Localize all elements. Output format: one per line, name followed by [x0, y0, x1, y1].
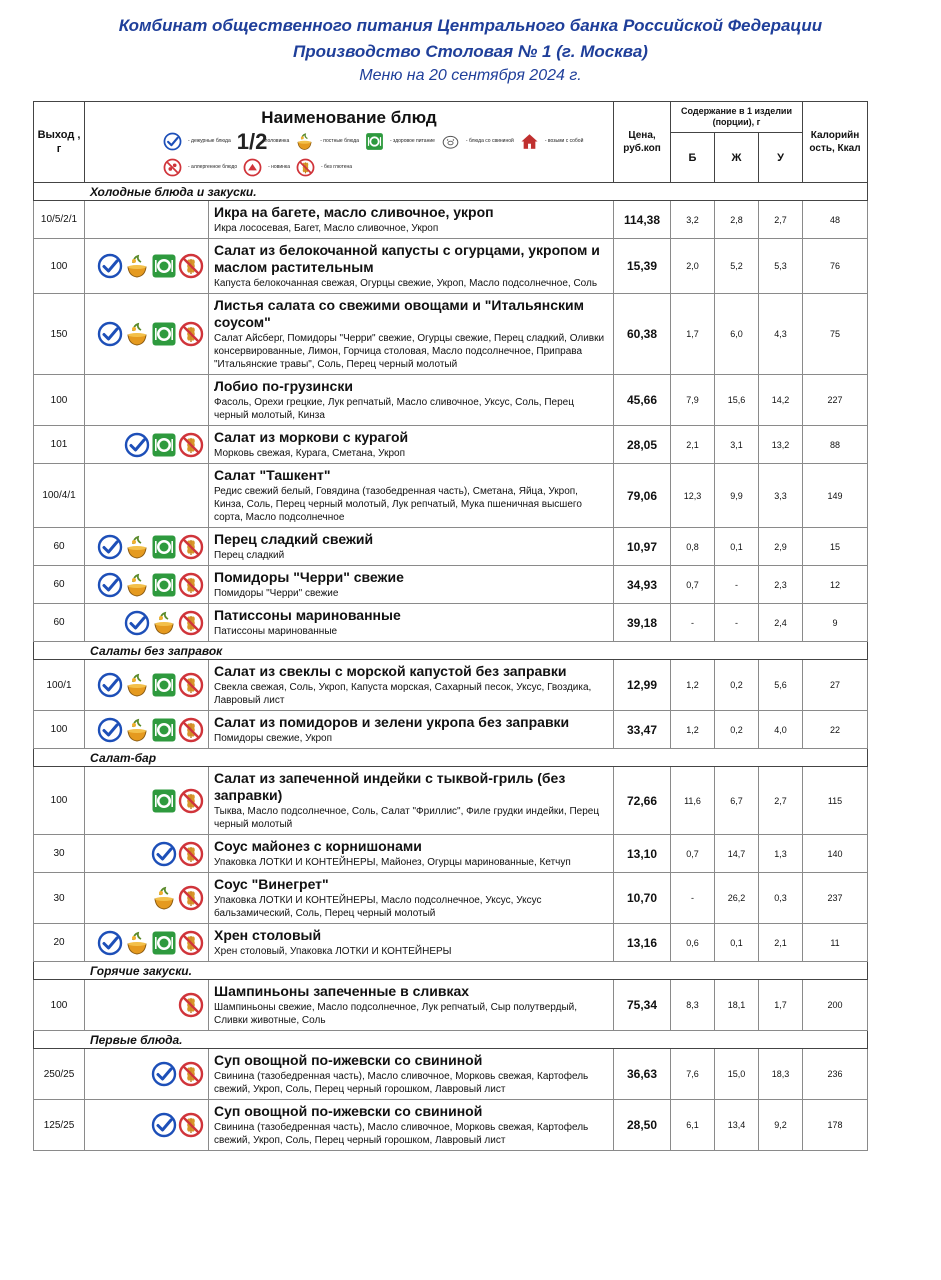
check-icon	[124, 610, 150, 636]
icon-legend	[163, 130, 583, 182]
dish-icons	[85, 980, 209, 1031]
dish-row	[34, 711, 868, 749]
dish-fat: 26,2	[715, 873, 759, 924]
plate-icon	[151, 930, 177, 956]
dish-protein: 3,2	[671, 201, 715, 239]
plate-icon	[151, 253, 177, 279]
gluten-free-icon	[178, 930, 204, 956]
dish-name: Патиссоны маринованные	[214, 607, 401, 623]
check-icon	[163, 132, 182, 151]
carbs-header: У	[759, 133, 803, 183]
dish-carbs: 5,3	[759, 239, 803, 294]
dish-ingredients: Тыква, Масло подсолнечное, Соль, Салат "Фриллис", Филе грудки индейки, Перец черный молотый	[214, 806, 600, 830]
dish-carbs: 4,3	[759, 294, 803, 375]
legend-label: - блюда со свининой	[465, 138, 514, 144]
dish-row	[34, 201, 868, 239]
dish-kcal: 9	[803, 604, 868, 642]
dish-price: 72,66	[614, 767, 671, 835]
dish-carbs: 2,7	[759, 201, 803, 239]
dish-ingredients: Помидоры "Черри" свежие	[214, 588, 339, 599]
dish-price: 79,06	[614, 464, 671, 528]
dish-name-cell	[209, 1049, 614, 1100]
category-title: Горячие закуски.	[34, 962, 868, 980]
output-header: Выход , г	[34, 102, 85, 183]
dish-row	[34, 239, 868, 294]
dish-icons	[85, 239, 209, 294]
dish-icons	[85, 660, 209, 711]
pot-icon	[151, 885, 177, 911]
dish-fat: 13,4	[715, 1100, 759, 1151]
dish-fat: 5,2	[715, 239, 759, 294]
dish-protein: 7,9	[671, 375, 715, 426]
dish-ingredients: Редис свежий белый, Говядина (тазобедренная часть), Сметана, Яйца, Укроп, Кинза, Соль, Перец черный молотый, Лук репчатый, Мука пшеничная высшего сорта, Масло подсолнечное	[214, 486, 582, 523]
category-row	[34, 962, 868, 980]
dish-icons	[85, 711, 209, 749]
dish-name-cell	[209, 711, 614, 749]
dish-ingredients: Упаковка ЛОТКИ И КОНТЕЙНЕРЫ, Майонез, Огурцы маринованные, Кетчуп	[214, 857, 571, 868]
gluten-free-icon	[178, 253, 204, 279]
plate-icon	[151, 717, 177, 743]
category-title: Салаты без заправок	[34, 642, 868, 660]
dish-carbs: 2,3	[759, 566, 803, 604]
gluten-free-icon	[178, 841, 204, 867]
dish-ingredients: Фасоль, Орехи грецкие, Лук репчатый, Масло сливочное, Уксус, Соль, Перец черный молотый, Кинза	[214, 397, 574, 421]
gluten-free-icon	[178, 992, 204, 1018]
dish-output: 100	[34, 375, 85, 426]
header-line-1: Комбинат общественного питания Центрального банка Российской Федерации	[118, 16, 823, 35]
dish-ingredients: Капуста белокочанная свежая, Огурцы свежие, Укроп, Масло подсолнечное, Соль	[214, 278, 598, 289]
legend-label: - возьми с собой	[544, 138, 584, 144]
dish-name: Салат из моркови с курагой	[214, 429, 409, 445]
check-icon	[151, 1061, 177, 1087]
dish-price: 10,70	[614, 873, 671, 924]
dish-icons	[85, 294, 209, 375]
plate-icon	[151, 534, 177, 560]
pot-icon	[151, 610, 177, 636]
dish-icons	[85, 464, 209, 528]
dish-name: Листья салата со свежими овощами и "Итальянским соусом"	[214, 297, 584, 330]
dish-name: Икра на багете, масло сливочное, укроп	[214, 204, 494, 220]
dish-name: Салат из свеклы с морской капустой без заправки	[214, 663, 567, 679]
dish-kcal: 12	[803, 566, 868, 604]
dish-fat: 15,6	[715, 375, 759, 426]
gluten-free-icon	[178, 572, 204, 598]
gluten-free-icon	[178, 1112, 204, 1138]
dish-price: 15,39	[614, 239, 671, 294]
check-icon	[97, 672, 123, 698]
dish-kcal: 48	[803, 201, 868, 239]
dish-ingredients: Патиссоны маринованные	[214, 626, 338, 637]
new-icon	[243, 158, 262, 177]
dish-price: 45,66	[614, 375, 671, 426]
dish-ingredients: Упаковка ЛОТКИ И КОНТЕЙНЕРЫ, Масло подсолнечное, Уксус, Уксус бальзамический, Соль, Перец черный молотый	[214, 895, 542, 919]
dish-kcal: 236	[803, 1049, 868, 1100]
dish-row	[34, 767, 868, 835]
price-header: Цена, руб.коп	[614, 102, 671, 183]
dish-row	[34, 294, 868, 375]
dish-protein: 2,0	[671, 239, 715, 294]
fat-header: Ж	[715, 133, 759, 183]
dish-protein: 1,2	[671, 711, 715, 749]
dish-output: 30	[34, 873, 85, 924]
dish-ingredients: Морковь свежая, Курага, Сметана, Укроп	[214, 448, 405, 459]
legend-label: - новинка	[268, 164, 290, 170]
pot-icon	[124, 253, 150, 279]
dish-fat: -	[715, 604, 759, 642]
dish-protein: -	[671, 604, 715, 642]
dish-protein: 11,6	[671, 767, 715, 835]
dish-row	[34, 924, 868, 962]
dish-icons	[85, 1100, 209, 1151]
dish-fat: 3,1	[715, 426, 759, 464]
check-icon	[97, 321, 123, 347]
dish-carbs: 2,9	[759, 528, 803, 566]
dish-row	[34, 604, 868, 642]
dish-name-cell	[209, 873, 614, 924]
menu-table	[33, 101, 868, 1151]
dish-protein: 0,7	[671, 835, 715, 873]
dish-price: 13,10	[614, 835, 671, 873]
dish-fat: 6,0	[715, 294, 759, 375]
dish-name: Соус майонез с корнишонами	[214, 838, 422, 854]
dish-fat: 0,1	[715, 528, 759, 566]
dish-kcal: 200	[803, 980, 868, 1031]
category-title: Первые блюда.	[34, 1031, 868, 1049]
dish-carbs: 1,3	[759, 835, 803, 873]
dish-name: Помидоры "Черри" свежие	[214, 569, 404, 585]
dish-carbs: 4,0	[759, 711, 803, 749]
dish-protein: 8,3	[671, 980, 715, 1031]
check-icon	[97, 534, 123, 560]
plate-icon	[151, 432, 177, 458]
dish-output: 100/4/1	[34, 464, 85, 528]
dish-output: 60	[34, 604, 85, 642]
dish-row	[34, 980, 868, 1031]
dish-name-cell	[209, 767, 614, 835]
dish-name-cell	[209, 835, 614, 873]
dish-price: 33,47	[614, 711, 671, 749]
category-row	[34, 642, 868, 660]
dish-ingredients: Свинина (тазобедренная часть), Масло сливочное, Морковь свежая, Картофель свежий, Укроп, Соль, Перец черный горошком, Лавровый лист	[214, 1071, 589, 1095]
dish-row	[34, 873, 868, 924]
check-icon	[97, 253, 123, 279]
dish-icons	[85, 566, 209, 604]
legend-label: - постные блюда	[320, 138, 359, 144]
dish-name: Суп овощной по-ижевски со свининой	[214, 1103, 483, 1119]
dish-icons	[85, 375, 209, 426]
content-header: Содержание в 1 изделии (порции), г	[671, 102, 803, 133]
legend-label: - дежурные блюда	[188, 138, 231, 144]
dish-output: 20	[34, 924, 85, 962]
dish-kcal: 88	[803, 426, 868, 464]
dish-output: 250/25	[34, 1049, 85, 1100]
dish-name: Соус "Винегрет"	[214, 876, 329, 892]
gluten-free-icon	[178, 610, 204, 636]
dish-fat: -	[715, 566, 759, 604]
gluten-free-icon	[178, 534, 204, 560]
dish-name-cell	[209, 239, 614, 294]
dish-name: Салат из белокочанной капусты с огурцами, укропом и маслом растительным	[214, 242, 600, 275]
check-icon	[151, 1112, 177, 1138]
dish-protein: 0,7	[671, 566, 715, 604]
dish-icons	[85, 924, 209, 962]
pot-icon	[124, 572, 150, 598]
dish-protein: 0,6	[671, 924, 715, 962]
dish-row	[34, 375, 868, 426]
dish-row	[34, 566, 868, 604]
dish-icons	[85, 767, 209, 835]
dish-name-cell	[209, 426, 614, 464]
house-icon	[520, 132, 539, 151]
protein-header: Б	[671, 133, 715, 183]
dish-kcal: 237	[803, 873, 868, 924]
check-icon	[124, 432, 150, 458]
check-icon	[97, 572, 123, 598]
plate-icon	[365, 132, 384, 151]
dish-fat: 0,2	[715, 660, 759, 711]
dish-price: 10,97	[614, 528, 671, 566]
dish-kcal: 76	[803, 239, 868, 294]
dish-ingredients: Перец сладкий	[214, 550, 285, 561]
dish-kcal: 178	[803, 1100, 868, 1151]
dish-ingredients: Икра лососевая, Багет, Масло сливочное, Укроп	[214, 223, 439, 234]
dish-name-cell	[209, 980, 614, 1031]
name-header	[85, 102, 614, 183]
dish-name: Шампиньоны запеченные в сливках	[214, 983, 470, 999]
dish-carbs: 9,2	[759, 1100, 803, 1151]
dish-row	[34, 426, 868, 464]
dish-protein: 2,1	[671, 426, 715, 464]
gluten-free-icon	[178, 672, 204, 698]
dish-protein: 1,2	[671, 660, 715, 711]
dish-price: 36,63	[614, 1049, 671, 1100]
dish-price: 60,38	[614, 294, 671, 375]
dish-ingredients: Хрен столовый, Упаковка ЛОТКИ И КОНТЕЙНЕРЫ	[214, 946, 452, 957]
dish-kcal: 22	[803, 711, 868, 749]
dish-ingredients: Помидоры свежие, Укроп	[214, 733, 332, 744]
dish-output: 60	[34, 566, 85, 604]
pot-icon	[124, 321, 150, 347]
dish-kcal: 11	[803, 924, 868, 962]
dish-carbs: 0,3	[759, 873, 803, 924]
dish-ingredients: Свинина (тазобедренная часть), Масло сливочное, Морковь свежая, Картофель свежий, Укроп, Соль, Перец черный горошком, Лавровый лист	[214, 1122, 589, 1146]
legend-row	[163, 156, 583, 178]
dish-price: 28,50	[614, 1100, 671, 1151]
dish-name-cell	[209, 660, 614, 711]
dish-price: 114,38	[614, 201, 671, 239]
legend-label: - без глютена	[321, 164, 353, 170]
dish-carbs: 18,3	[759, 1049, 803, 1100]
dish-protein: 0,8	[671, 528, 715, 566]
menu-date: Меню на 20 сентября 2024 г.	[359, 67, 582, 84]
dish-name: Салат из помидоров и зелени укропа без заправки	[214, 714, 570, 730]
dish-output: 101	[34, 426, 85, 464]
gluten-free-icon	[178, 788, 204, 814]
dish-row	[34, 464, 868, 528]
dish-icons	[85, 528, 209, 566]
dish-name-cell	[209, 604, 614, 642]
legend-label: - половинка	[261, 138, 290, 144]
dish-carbs: 2,1	[759, 924, 803, 962]
dish-name-cell	[209, 201, 614, 239]
category-row	[34, 749, 868, 767]
pig-icon	[441, 132, 460, 151]
dish-row	[34, 1049, 868, 1100]
dish-icons	[85, 426, 209, 464]
dish-ingredients: Салат Айсберг, Помидоры "Черри" свежие, Огурцы свежие, Перец сладкий, Оливки консервированные, Лимон, Горчица столовая, Масло подсолнечное, Приправа "Итальянские травы", Соль, Перец черный молотый	[214, 333, 605, 370]
dish-output: 150	[34, 294, 85, 375]
legend-label: - здоровое питание	[390, 138, 435, 144]
dish-fat: 18,1	[715, 980, 759, 1031]
dish-kcal: 227	[803, 375, 868, 426]
dish-name-cell	[209, 294, 614, 375]
dish-carbs: 13,2	[759, 426, 803, 464]
dish-name-cell	[209, 528, 614, 566]
dish-name-cell	[209, 566, 614, 604]
gluten-free-icon	[296, 158, 315, 177]
dish-kcal: 149	[803, 464, 868, 528]
check-icon	[97, 930, 123, 956]
dish-row	[34, 528, 868, 566]
dish-output: 10/5/2/1	[34, 201, 85, 239]
dish-icons	[85, 1049, 209, 1100]
dish-carbs: 1,7	[759, 980, 803, 1031]
dish-icons	[85, 604, 209, 642]
dish-kcal: 140	[803, 835, 868, 873]
gluten-free-icon	[178, 1061, 204, 1087]
dish-price: 34,93	[614, 566, 671, 604]
dish-carbs: 3,3	[759, 464, 803, 528]
gluten-free-icon	[178, 321, 204, 347]
category-row	[34, 1031, 868, 1049]
pot-icon	[295, 132, 314, 151]
dish-fat: 9,9	[715, 464, 759, 528]
category-title: Салат-бар	[34, 749, 868, 767]
dish-carbs: 2,4	[759, 604, 803, 642]
legend-row	[163, 130, 583, 152]
dish-name: Суп овощной по-ижевски со свининой	[214, 1052, 483, 1068]
dish-output: 100/1	[34, 660, 85, 711]
dish-fat: 0,2	[715, 711, 759, 749]
category-row	[34, 183, 868, 201]
plate-icon	[151, 572, 177, 598]
dish-output: 100	[34, 980, 85, 1031]
gluten-free-icon	[178, 717, 204, 743]
dish-carbs: 14,2	[759, 375, 803, 426]
dish-name-cell	[209, 375, 614, 426]
dish-fat: 0,1	[715, 924, 759, 962]
dish-icons	[85, 201, 209, 239]
table-header-row	[34, 102, 868, 133]
dish-name: Хрен столовый	[214, 927, 322, 943]
dish-icons	[85, 873, 209, 924]
name-header-title: Наименование блюд	[261, 108, 437, 127]
dish-row	[34, 835, 868, 873]
dish-output: 30	[34, 835, 85, 873]
dish-row	[34, 660, 868, 711]
dish-output: 100	[34, 711, 85, 749]
dish-output: 100	[34, 767, 85, 835]
dish-price: 28,05	[614, 426, 671, 464]
dish-fat: 6,7	[715, 767, 759, 835]
dish-protein: 7,6	[671, 1049, 715, 1100]
plate-icon	[151, 321, 177, 347]
pot-icon	[124, 930, 150, 956]
dish-ingredients: Шампиньоны свежие, Масло подсолнечное, Лук репчатый, Сыр полутвердый, Сливки животные, Соль	[214, 1002, 577, 1026]
legend-label: - аллергенное блюдо	[188, 164, 238, 170]
dish-kcal: 75	[803, 294, 868, 375]
dish-carbs: 2,7	[759, 767, 803, 835]
category-title: Холодные блюда и закуски.	[34, 183, 868, 201]
dish-protein: 6,1	[671, 1100, 715, 1151]
dish-price: 75,34	[614, 980, 671, 1031]
dish-price: 39,18	[614, 604, 671, 642]
dish-protein: 1,7	[671, 294, 715, 375]
menu-sheet	[33, 101, 867, 1151]
dish-price: 12,99	[614, 660, 671, 711]
plate-icon	[151, 788, 177, 814]
dish-name-cell	[209, 1100, 614, 1151]
dish-kcal: 115	[803, 767, 868, 835]
dish-name: Салат "Ташкент"	[214, 467, 331, 483]
allergen-icon	[163, 158, 182, 177]
check-icon	[97, 717, 123, 743]
dish-name: Лобио по-грузински	[214, 378, 353, 394]
kcal-header: Калорийн ость, Ккал	[803, 102, 868, 183]
dish-ingredients: Свекла свежая, Соль, Укроп, Капуста морская, Сахарный песок, Уксус, Гвоздика, Лавровый лист	[214, 682, 592, 706]
dish-name: Салат из запеченной индейки с тыквой-гриль (без заправки)	[214, 770, 566, 803]
dish-kcal: 15	[803, 528, 868, 566]
gluten-free-icon	[178, 432, 204, 458]
dish-fat: 14,7	[715, 835, 759, 873]
pot-icon	[124, 534, 150, 560]
dish-name: Перец сладкий свежий	[214, 531, 374, 547]
dish-name-cell	[209, 924, 614, 962]
pot-icon	[124, 672, 150, 698]
check-icon	[151, 841, 177, 867]
dish-output: 100	[34, 239, 85, 294]
dish-protein: -	[671, 873, 715, 924]
pot-icon	[124, 717, 150, 743]
dish-row	[34, 1100, 868, 1151]
dish-kcal: 27	[803, 660, 868, 711]
dish-price: 13,16	[614, 924, 671, 962]
dish-protein: 12,3	[671, 464, 715, 528]
dish-fat: 2,8	[715, 201, 759, 239]
dish-output: 125/25	[34, 1100, 85, 1151]
dish-output: 60	[34, 528, 85, 566]
gluten-free-icon	[178, 885, 204, 911]
plate-icon	[151, 672, 177, 698]
dish-icons	[85, 835, 209, 873]
dish-carbs: 5,6	[759, 660, 803, 711]
dish-fat: 15,0	[715, 1049, 759, 1100]
half-icon: 1/2	[236, 128, 268, 154]
dish-name-cell	[209, 464, 614, 528]
header-line-2: Производство Столовая № 1 (г. Москва)	[293, 42, 648, 61]
